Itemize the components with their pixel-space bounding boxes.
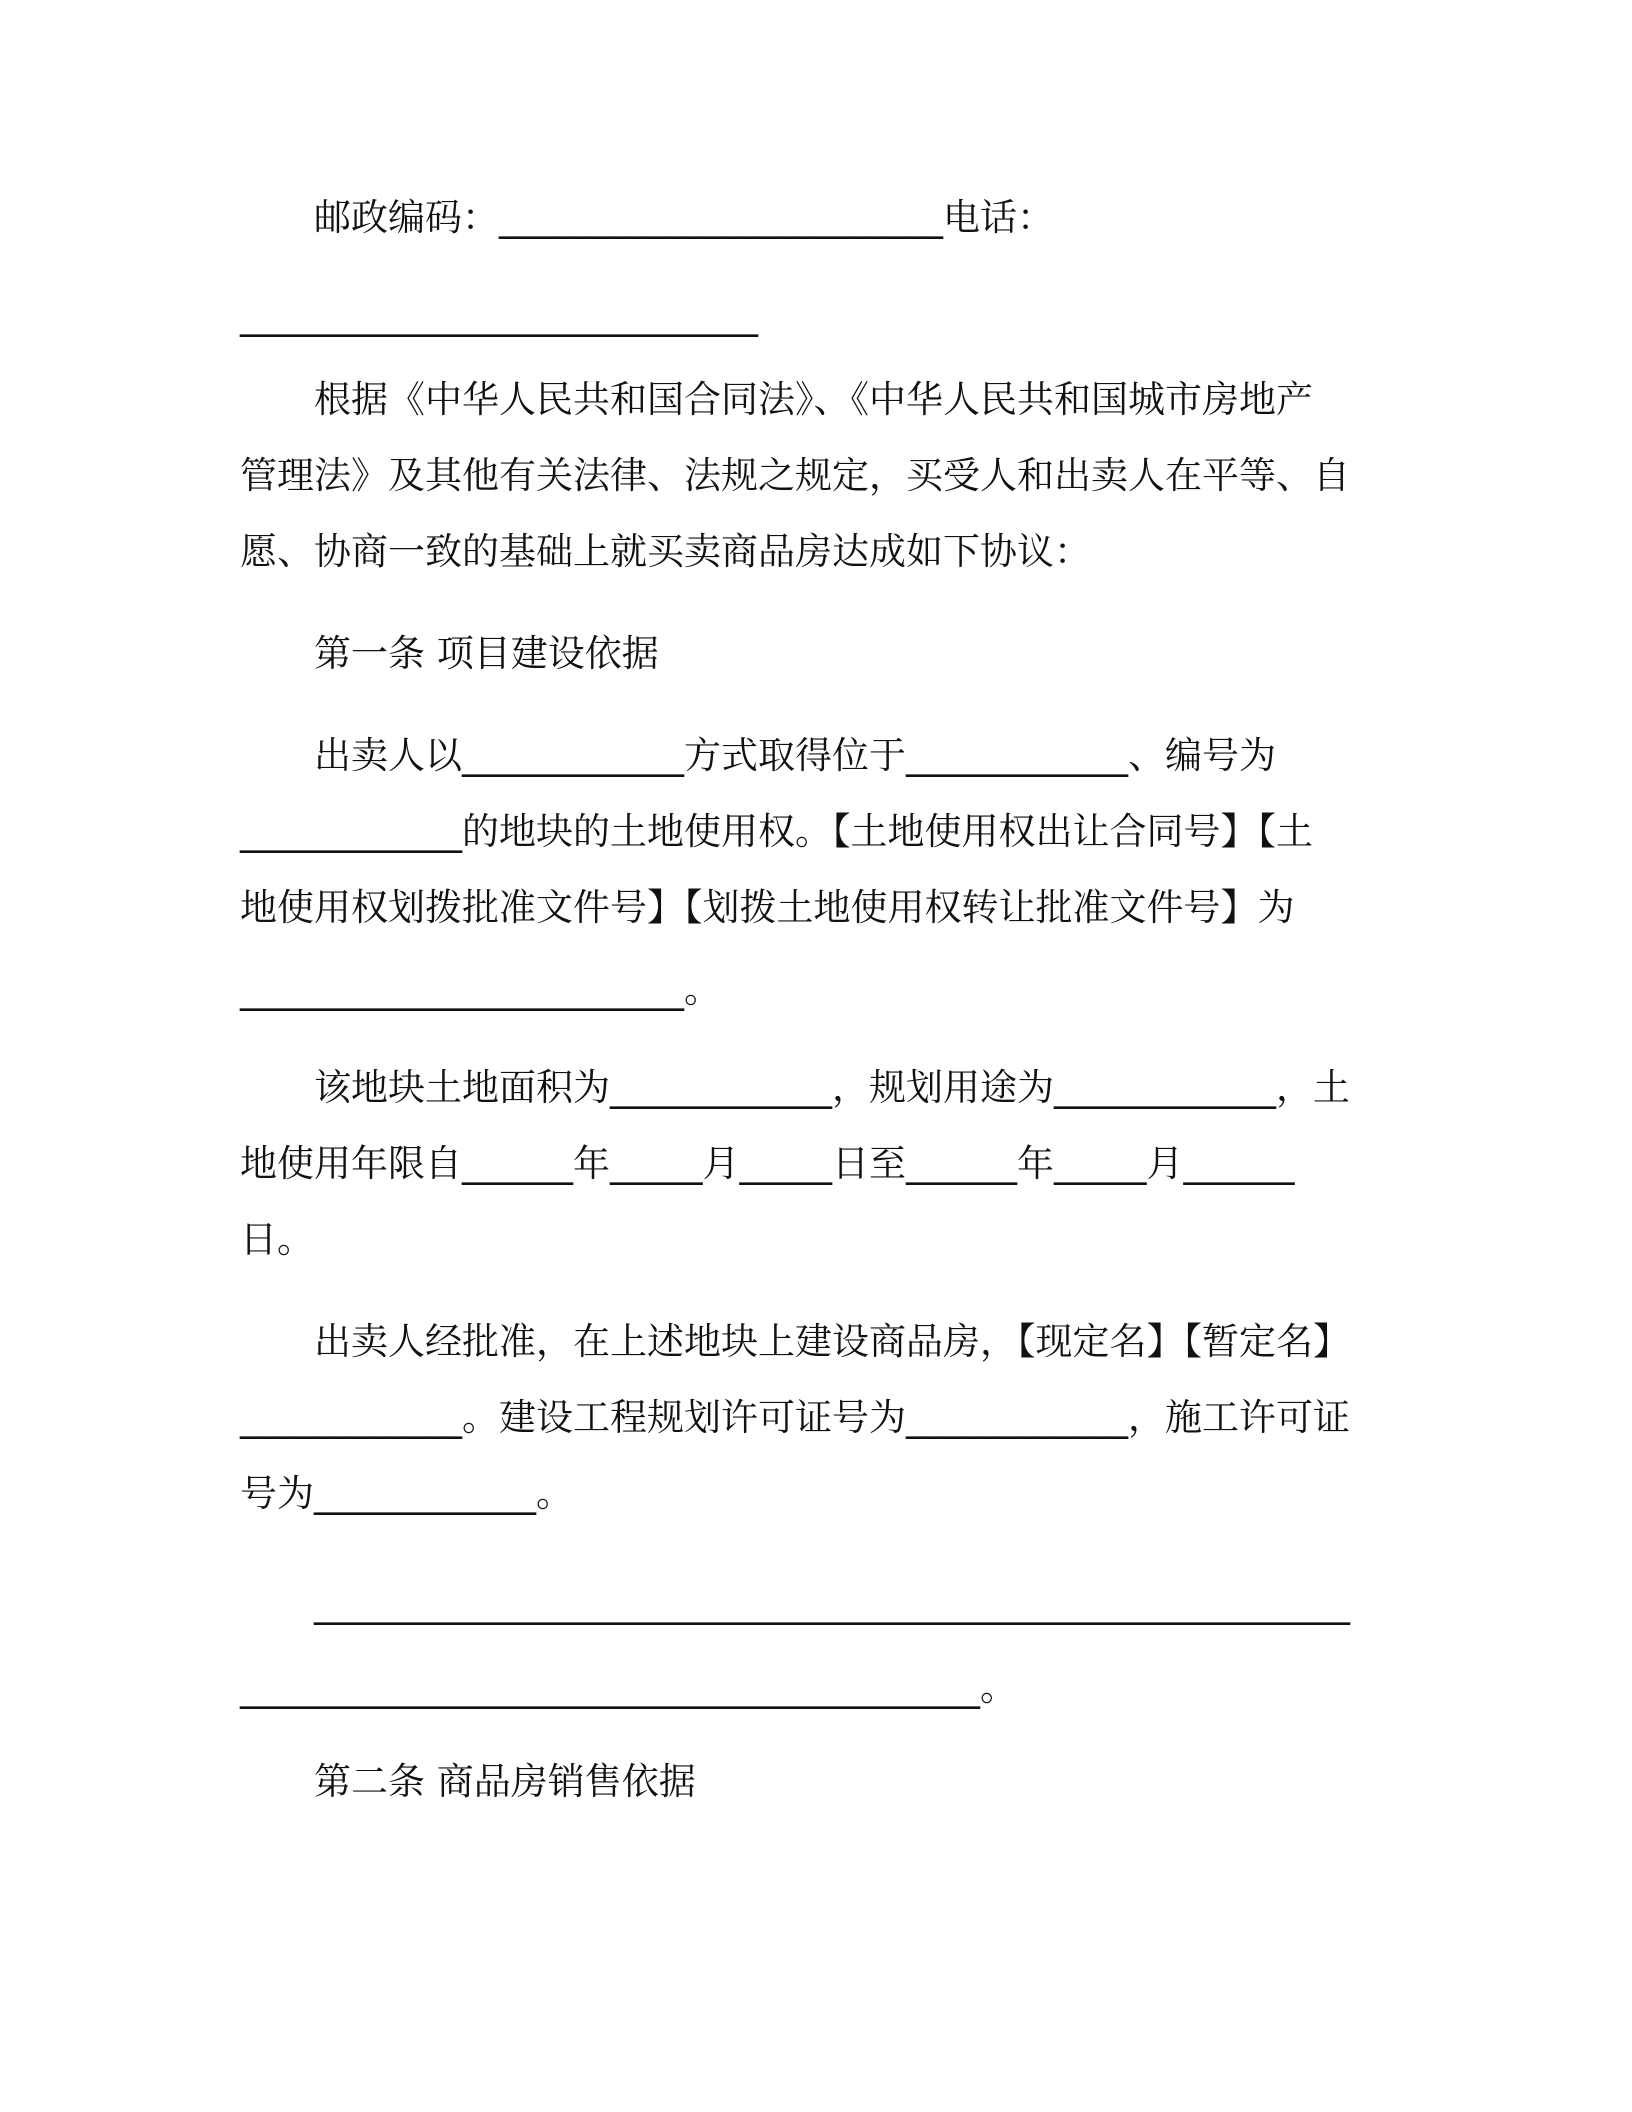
article-1-para-1-line-3: 地使用权划拨批准文件号】【划拨土地使用权转让批准文件号】为 — [240, 886, 1295, 929]
article-1-para-2-line-2: 地使用年限自______年_____月_____日至______年_____月______ — [240, 1142, 1295, 1185]
preamble-line-3: 愿、协商一致的基础上就买卖商品房达成如下协议： — [240, 530, 1091, 573]
preamble-line-1: 根据《中华人民共和国合同法》、《中华人民共和国城市房地产 — [314, 378, 1313, 421]
article-1-para-2-line-3: 日。 — [240, 1218, 314, 1261]
article-1-para-4-line-2: ________________________________________。 — [240, 1666, 1017, 1709]
article-1-para-3-line-2: ____________。建设工程规划许可证号为____________，施工许可证 — [240, 1396, 1350, 1439]
article-1-para-1-line-4: ________________________。 — [240, 968, 721, 1011]
article-1-heading: 第一条 项目建设依据 — [314, 632, 659, 675]
postal-code-phone-line: 邮政编码：________________________电话： — [314, 196, 1054, 239]
phone-blank-line: ____________________________ — [240, 294, 758, 337]
article-2-heading: 第二条 商品房销售依据 — [314, 1760, 696, 1803]
article-1-para-1-line-1: 出卖人以____________方式取得位于____________、编号为 — [314, 734, 1276, 777]
preamble-line-2: 管理法》及其他有关法律、法规之规定，买受人和出卖人在平等、自 — [240, 454, 1350, 497]
article-1-para-2-line-1: 该地块土地面积为____________，规划用途为____________，土 — [314, 1066, 1350, 1109]
article-1-para-4-line-1: ________________________________________________________ — [314, 1582, 1350, 1625]
article-1-para-3-line-3: 号为____________。 — [240, 1472, 573, 1515]
article-1-para-3-line-1: 出卖人经批准，在上述地块上建设商品房，【现定名】【暂定名】 — [314, 1320, 1350, 1363]
article-1-para-1-line-2: ____________的地块的土地使用权。【土地使用权出让合同号】【土 — [240, 810, 1313, 853]
